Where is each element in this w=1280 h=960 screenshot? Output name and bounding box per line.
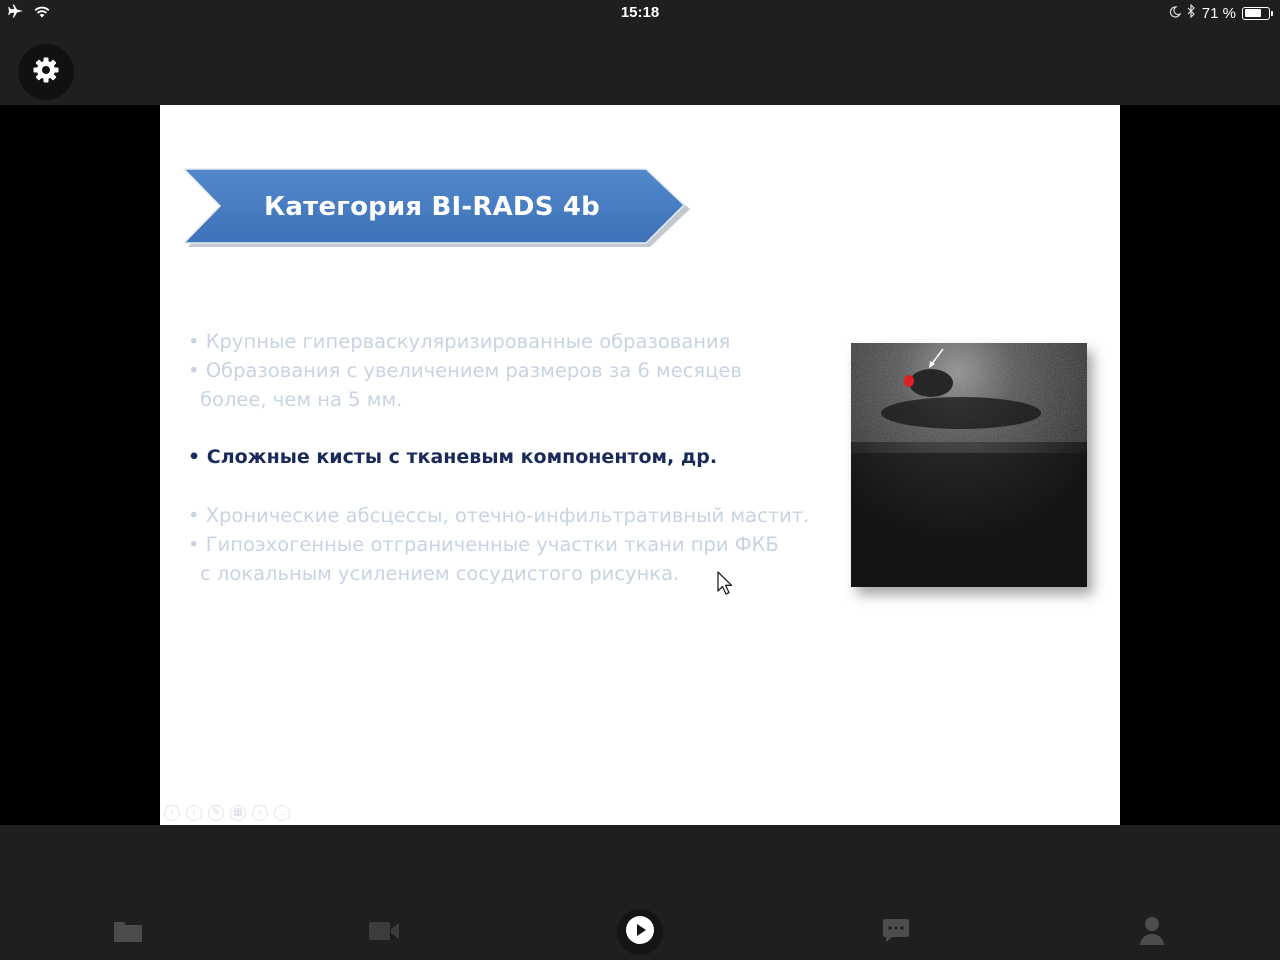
play-icon <box>625 915 655 950</box>
tab-chat[interactable] <box>876 913 916 953</box>
bullet-item: • Образования с увеличением размеров за 6 месяцев <box>188 359 742 382</box>
ultrasound-image <box>851 343 1087 587</box>
bottom-tab-bar <box>0 825 1280 960</box>
battery-fill <box>1245 9 1261 17</box>
bullet-item-continuation: с локальным усилением сосудистого рисунка. <box>200 562 680 585</box>
presentation-stage <box>0 105 1280 825</box>
bluetooth-icon <box>1187 4 1196 22</box>
bullet-item: • Хронические абсцессы, отечно-инфильтративный мастит. <box>188 504 810 527</box>
bullet-list <box>188 327 828 588</box>
zoom-icon[interactable]: ⌕ <box>252 805 268 821</box>
tab-video[interactable] <box>364 913 404 953</box>
camera-icon <box>368 920 400 947</box>
bullet-item: • Крупные гиперваскуляризированные образования <box>188 330 731 353</box>
status-time: 15:18 <box>620 4 660 21</box>
status-bar <box>0 0 1280 26</box>
pen-icon[interactable]: ✎ <box>208 805 224 821</box>
next-icon[interactable]: › <box>186 805 202 821</box>
play-button[interactable] <box>617 909 663 955</box>
battery-text: 71 % <box>1201 4 1236 22</box>
chat-icon <box>882 918 910 949</box>
moon-icon <box>1169 5 1181 22</box>
bullet-item: • Гипоэхогенные отграниченные участки ткани при ФКБ <box>188 533 779 556</box>
gear-icon <box>31 55 61 90</box>
prev-icon[interactable]: ‹ <box>164 805 180 821</box>
tab-profile[interactable] <box>1132 913 1172 953</box>
slides-icon[interactable]: ▦ <box>230 805 246 821</box>
tab-files[interactable] <box>108 913 148 953</box>
person-icon <box>1139 916 1165 951</box>
more-icon[interactable]: … <box>274 805 290 821</box>
status-right <box>1169 4 1270 22</box>
bullet-item-continuation: более, чем на 5 мм. <box>200 388 403 411</box>
settings-button[interactable] <box>18 44 74 100</box>
battery-icon <box>1242 7 1270 20</box>
folder-icon <box>113 919 143 948</box>
slide[interactable] <box>160 105 1120 825</box>
mouse-cursor-icon <box>717 571 737 597</box>
slide-title: Категория BI-RADS 4b <box>263 192 600 222</box>
bullet-item-active: • Сложные кисты с тканевым компонентом, др. <box>188 446 718 468</box>
presentation-controls <box>164 805 290 821</box>
